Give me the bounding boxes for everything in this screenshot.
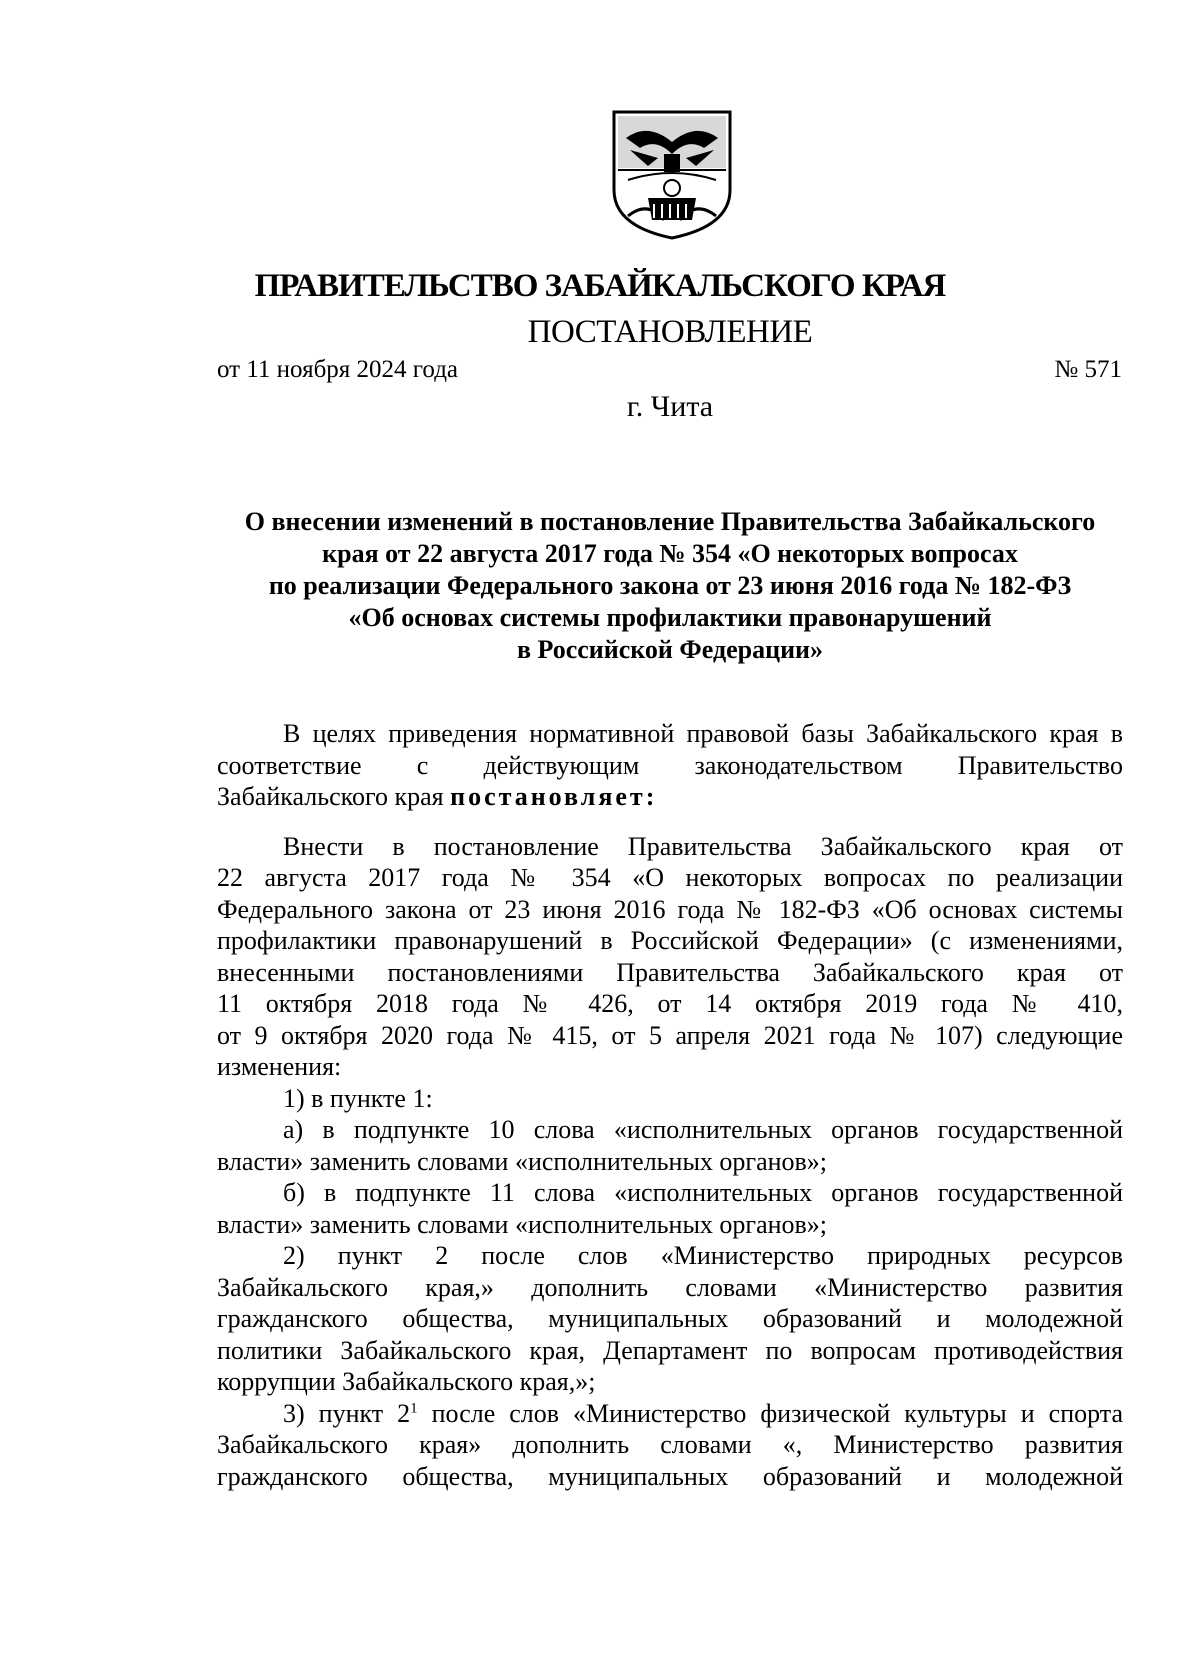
subject-line: по реализации Федерального закона от 23 июня 2016 года № 182-ФЗ	[268, 571, 1072, 600]
subject-line: края от 22 августа 2017 года № 354 «О некоторых вопросах	[322, 539, 1018, 568]
preamble-line: В целях приведения нормативной правовой базы Забайкальского края в	[283, 719, 1123, 748]
document-number: № 571	[1054, 356, 1122, 383]
main-line: профилактики правонарушений в Российской Федерации» (с изменениями,	[217, 926, 1123, 955]
document-date: от 11 ноября 2024 года	[217, 356, 459, 383]
superscript: 1	[410, 1399, 418, 1416]
document-type: ПОСТАНОВЛЕНИЕ	[527, 314, 813, 350]
main-line: Федерального закона от 23 июня 2016 года № 182-ФЗ «Об основах системы	[217, 894, 1123, 924]
document-body	[217, 718, 1123, 1492]
decree-word: постановляет:	[450, 782, 658, 811]
preamble-line: соответствие с действующим законодательством Правительство	[217, 750, 1123, 780]
item-line: коррупции Забайкальского края,»;	[217, 1367, 596, 1396]
org-title: ПРАВИТЕЛЬСТВО ЗАБАЙКАЛЬСКОГО КРАЯ	[254, 268, 946, 304]
main-line: Внести в постановление Правительства Забайкальского края от	[283, 831, 1123, 861]
item-line: гражданского общества, муниципальных образований и молодежной	[217, 1461, 1123, 1491]
item-line	[217, 1398, 1123, 1430]
item-line: гражданского общества, муниципальных образований и молодежной	[217, 1304, 1123, 1333]
subject-line: «Об основах системы профилактики правонарушений	[348, 603, 992, 632]
preamble-text: Забайкальского края	[217, 782, 451, 811]
document-city: г. Чита	[626, 390, 714, 423]
main-line: внесенными постановлениями Правительства Забайкальского края от	[217, 957, 1123, 987]
item-line: власти» заменить словами «исполнительных органов»;	[217, 1209, 828, 1239]
preamble-line	[217, 781, 1123, 813]
item-line: а) в подпункте 10 слова «исполнительных органов государственной	[283, 1115, 1123, 1144]
item-line: б) в подпункте 11 слова «исполнительных органов государственной	[283, 1178, 1123, 1207]
item-line: власти» заменить словами «исполнительных органов»;	[217, 1146, 828, 1176]
subject-line: О внесении изменений в постановление Правительства Забайкальского	[244, 507, 1096, 536]
subject-line: в Российской Федерации»	[516, 635, 824, 664]
main-line: от 9 октября 2020 года № 415, от 5 апреля 2021 года № 107) следующие	[217, 1020, 1123, 1050]
main-line: 11 октября 2018 года № 426, от 14 октября 2019 года № 410,	[217, 989, 1123, 1018]
item-text: 3) пункт 2	[283, 1398, 411, 1428]
main-line: 22 августа 2017 года № 354 «О некоторых вопросах по реализации	[217, 863, 1123, 892]
item-line: 2) пункт 2 после слов «Министерство природных ресурсов	[283, 1241, 1123, 1270]
item-line: 1) в пункте 1:	[283, 1083, 433, 1113]
main-line: изменения:	[217, 1052, 342, 1081]
item-line: Забайкальского края» дополнить словами «, Министерство развития	[217, 1430, 1123, 1459]
item-line: политики Забайкальского края, Департамент по вопросам противодействия	[217, 1335, 1123, 1365]
item-line: Забайкальского края,» дополнить словами «Министерство развития	[217, 1272, 1123, 1302]
coat-of-arms-icon	[608, 108, 736, 240]
item-text: после слов «Министерство физической культуры и спорта	[417, 1398, 1123, 1428]
document-subject	[200, 506, 1140, 666]
